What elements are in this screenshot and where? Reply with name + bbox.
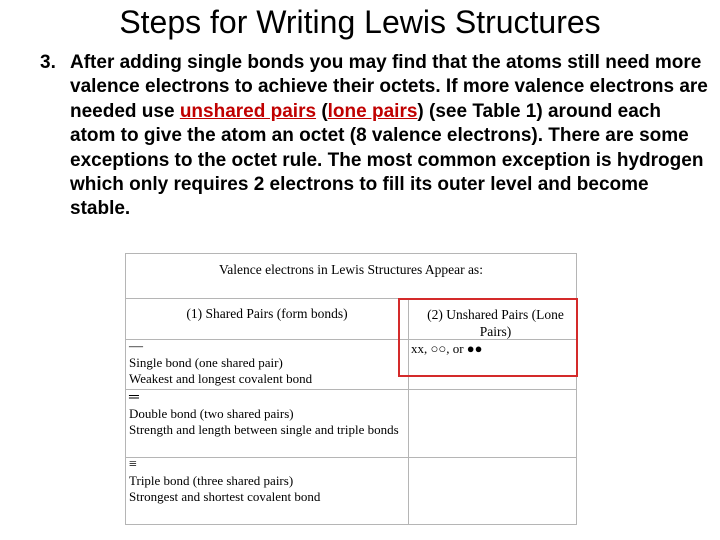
- para-text-1: After adding single bonds you may find that the atoms still need more valence electrons to achieve their octets. If more valence electrons are needed use: [70, 52, 708, 122]
- slide-title: Steps for Writing Lewis Structures: [119, 4, 601, 40]
- triple-bond-desc: Strongest and shortest covalent bond: [129, 489, 321, 504]
- double-bond-desc: Strength and length between single and triple bonds: [129, 422, 399, 437]
- unshared-pairs-header: (2) Unshared Pairs (Lone Pairs): [427, 307, 564, 339]
- single-bond-symbol: —: [129, 339, 143, 354]
- unshared-pairs-highlight-box: [398, 298, 578, 377]
- triple-bond-symbol: ≡: [129, 457, 137, 472]
- double-bond-symbol: ═: [129, 390, 139, 405]
- table-title: Valence electrons in Lewis Structures Appear as:: [219, 262, 483, 277]
- lone-pairs-notation: xx, ○○, or ●●: [411, 341, 483, 356]
- unshared-pairs-link[interactable]: unshared pairs: [179, 100, 317, 122]
- table-border-bottom: [125, 524, 577, 525]
- double-bond-cell: [129, 390, 399, 438]
- para-text-2: (: [316, 100, 328, 122]
- lone-pairs-link[interactable]: lone pairs: [327, 100, 418, 122]
- lewis-table: [125, 253, 577, 525]
- double-bond-name: Double bond (two shared pairs): [129, 406, 294, 421]
- single-bond-name: Single bond (one shared pair): [129, 355, 283, 370]
- table-border-top: [125, 253, 577, 254]
- triple-bond-cell: [129, 457, 399, 505]
- step-paragraph: [70, 51, 710, 222]
- para-text-3: ) (see Table 1) around each atom to give the atom an octet (8 valence electrons). There are some exceptions to the octet rule. The most common exception is hydrogen which only requires 2 electrons to fill its outer level and become stable.: [70, 100, 704, 220]
- single-bond-cell: [129, 339, 399, 387]
- triple-bond-name: Triple bond (three shared pairs): [129, 473, 294, 488]
- step-3-text: [40, 51, 710, 222]
- step-number: 3.: [40, 52, 56, 73]
- shared-pairs-header: (1) Shared Pairs (form bonds): [186, 306, 348, 321]
- single-bond-desc: Weakest and longest covalent bond: [129, 371, 313, 386]
